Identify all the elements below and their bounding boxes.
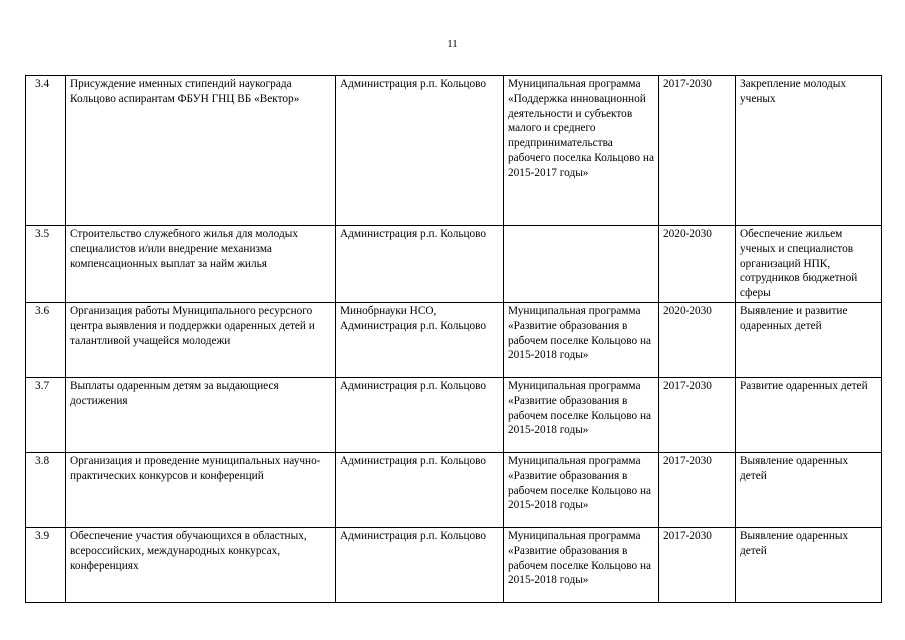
- period-cell: 2017-2030: [659, 527, 736, 602]
- period-cell: 2020-2030: [659, 226, 736, 303]
- action-cell: Выплаты одаренным детям за выдающиеся достижения: [66, 377, 336, 452]
- executor-cell: Минобрнауки НСО, Администрация р.п. Кольцово: [336, 302, 504, 377]
- row-number: 3.8: [26, 452, 66, 527]
- result-cell: Выявление и развитие одаренных детей: [736, 302, 882, 377]
- executor-cell: Администрация р.п. Кольцово: [336, 377, 504, 452]
- executor-cell: Администрация р.п. Кольцово: [336, 76, 504, 226]
- table-row: [26, 452, 882, 527]
- row-number: 3.9: [26, 527, 66, 602]
- table-row: [26, 527, 882, 602]
- row-number: 3.7: [26, 377, 66, 452]
- funding-source-cell: Муниципальная программа «Развитие образования в рабочем поселке Кольцово на 2015-2018 годы»: [504, 302, 659, 377]
- table-row: [26, 302, 882, 377]
- funding-source-cell: [504, 226, 659, 303]
- period-cell: 2017-2030: [659, 76, 736, 226]
- period-cell: 2020-2030: [659, 302, 736, 377]
- executor-cell: Администрация р.п. Кольцово: [336, 452, 504, 527]
- action-cell: Присуждение именных стипендий наукограда Кольцово аспирантам ФБУН ГНЦ ВБ «Вектор»: [66, 76, 336, 226]
- table-row: [26, 377, 882, 452]
- period-cell: 2017-2030: [659, 377, 736, 452]
- action-cell: Организация работы Муниципального ресурсного центра выявления и поддержки одаренных детей и талантливой учащейся молодежи: [66, 302, 336, 377]
- result-cell: Развитие одаренных детей: [736, 377, 882, 452]
- row-number: 3.6: [26, 302, 66, 377]
- page-number: 11: [447, 38, 458, 50]
- result-cell: Выявление одаренных детей: [736, 452, 882, 527]
- action-cell: Строительство служебного жилья для молодых специалистов и/или внедрение механизма компенсационных выплат за найм жилья: [66, 226, 336, 303]
- table-row: [26, 226, 882, 303]
- action-cell: Обеспечение участия обучающихся в областных, всероссийских, международных конкурсах, конференциях: [66, 527, 336, 602]
- result-cell: Обеспечение жильем ученых и специалистов организаций НПК, сотрудников бюджетной сферы: [736, 226, 882, 303]
- result-cell: Выявление одаренных детей: [736, 527, 882, 602]
- result-cell: Закрепление молодых ученых: [736, 76, 882, 226]
- executor-cell: Администрация р.п. Кольцово: [336, 226, 504, 303]
- executor-cell: Администрация р.п. Кольцово: [336, 527, 504, 602]
- funding-source-cell: Муниципальная программа «Развитие образования в рабочем поселке Кольцово на 2015-2018 годы»: [504, 527, 659, 602]
- table-row: [26, 76, 882, 226]
- period-cell: 2017-2030: [659, 452, 736, 527]
- action-cell: Организация и проведение муниципальных научно-практических конкурсов и конференций: [66, 452, 336, 527]
- measures-table: [25, 75, 882, 603]
- funding-source-cell: Муниципальная программа «Развитие образования в рабочем поселке Кольцово на 2015-2018 годы»: [504, 452, 659, 527]
- row-number: 3.5: [26, 226, 66, 303]
- funding-source-cell: Муниципальная программа «Развитие образования в рабочем поселке Кольцово на 2015-2018 годы»: [504, 377, 659, 452]
- row-number: 3.4: [26, 76, 66, 226]
- funding-source-cell: Муниципальная программа «Поддержка инновационной деятельности и субъектов малого и среднего предпринимательства рабочего поселка Кольцово на 2015-2017 годы»: [504, 76, 659, 226]
